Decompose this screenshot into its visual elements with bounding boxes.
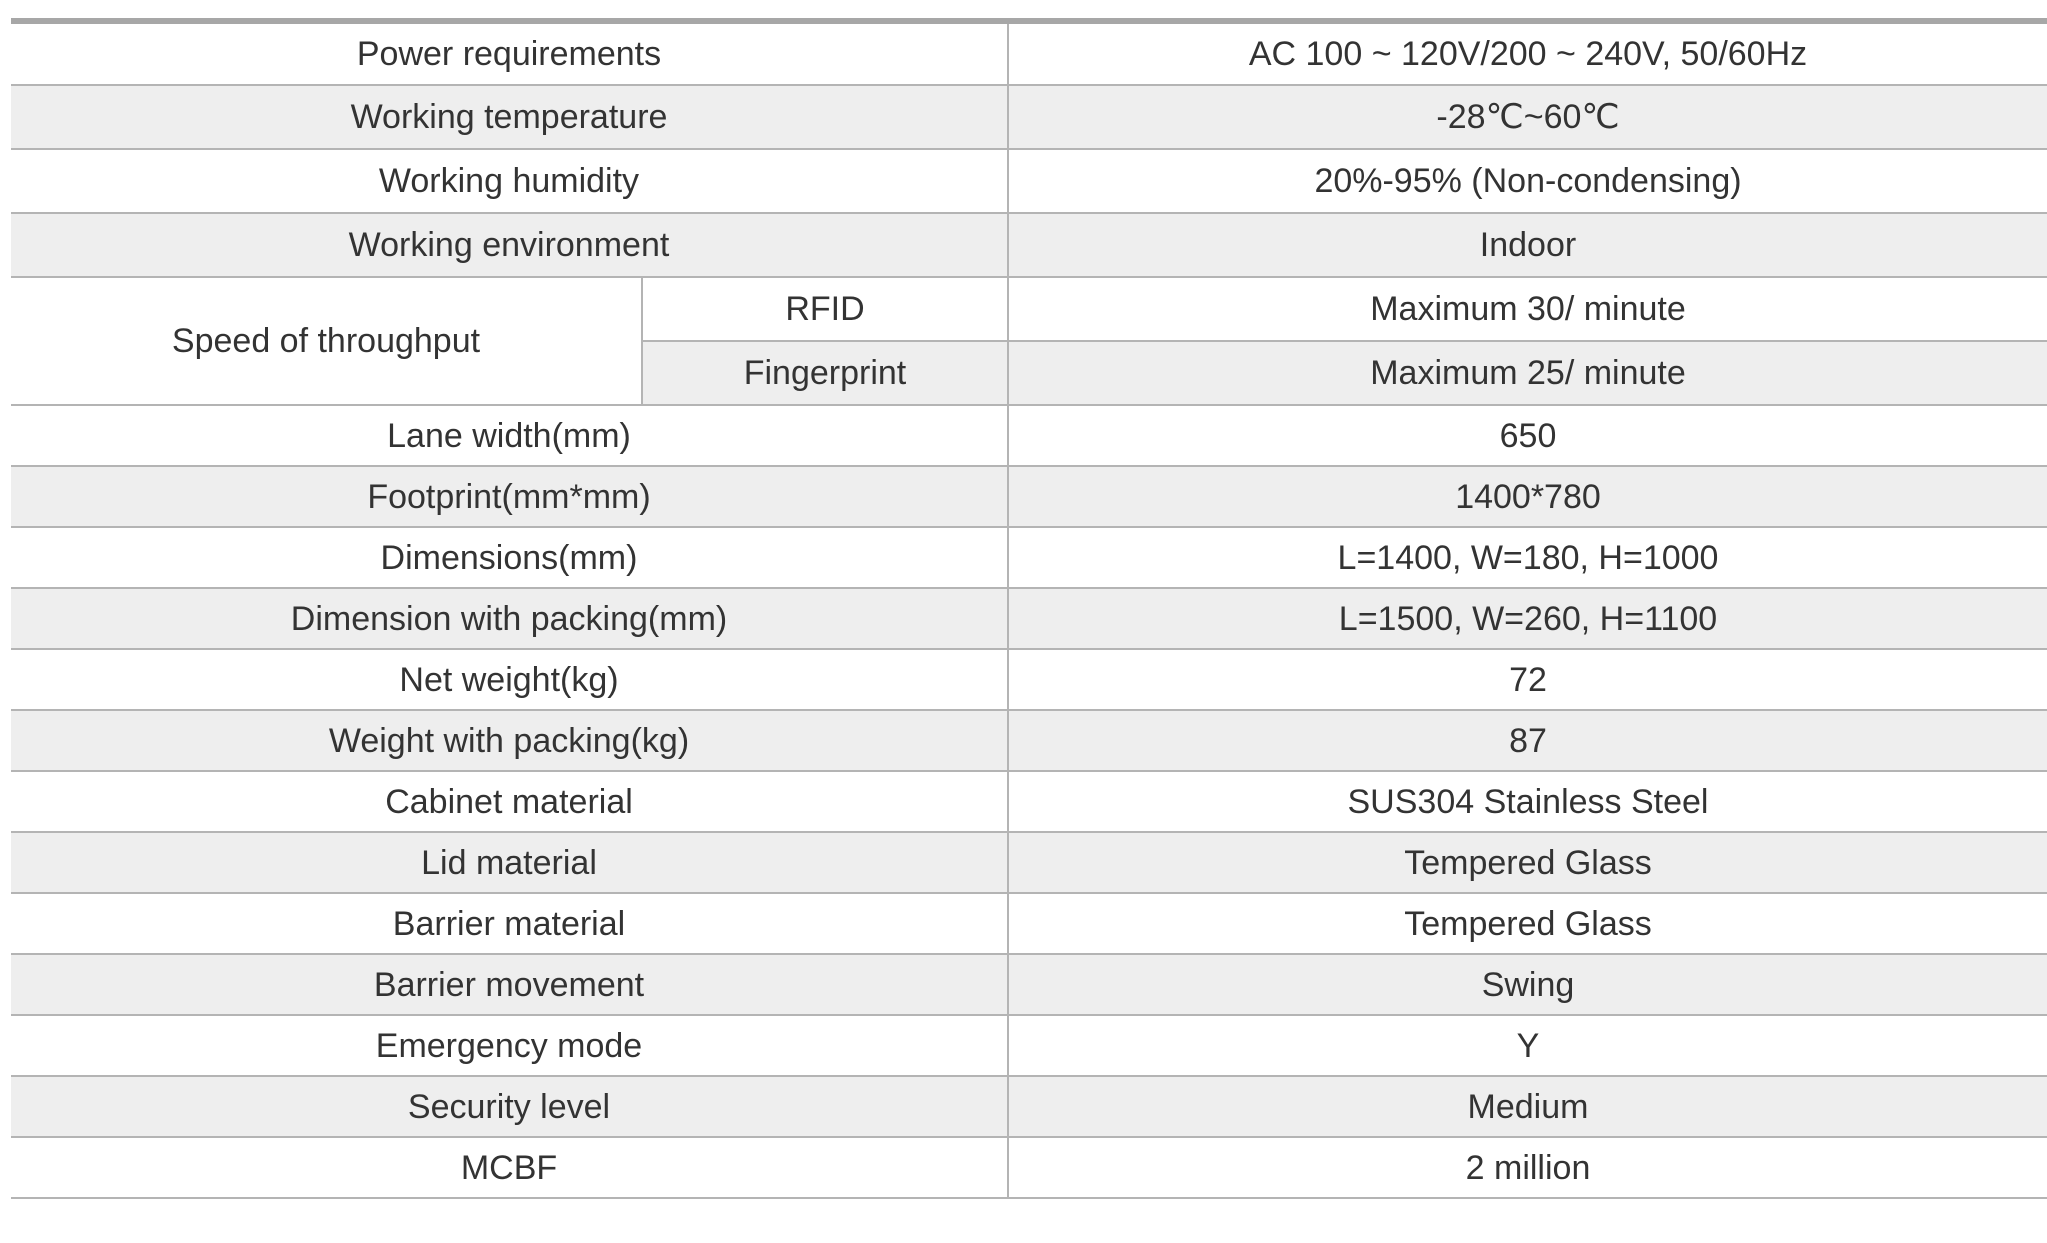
row-value: L=1500, W=260, H=1100: [1008, 588, 2047, 649]
spec-table-container: [11, 18, 2047, 1199]
row-label: Working temperature: [11, 85, 1008, 149]
table-row: [11, 649, 2047, 710]
table-row: [11, 1015, 2047, 1076]
table-row: [11, 85, 2047, 149]
row-label: Weight with packing(kg): [11, 710, 1008, 771]
row-label: Working humidity: [11, 149, 1008, 213]
row-label-throughput: Speed of throughput: [11, 277, 642, 405]
row-value: Y: [1008, 1015, 2047, 1076]
table-row: [11, 405, 2047, 466]
table-row: [11, 1137, 2047, 1198]
row-label: Lid material: [11, 832, 1008, 893]
row-value: 72: [1008, 649, 2047, 710]
table-row: [11, 954, 2047, 1015]
row-label: Dimensions(mm): [11, 527, 1008, 588]
table-row: [11, 832, 2047, 893]
row-label: Barrier movement: [11, 954, 1008, 1015]
row-label: Lane width(mm): [11, 405, 1008, 466]
row-label: MCBF: [11, 1137, 1008, 1198]
row-value: SUS304 Stainless Steel: [1008, 771, 2047, 832]
row-value: 650: [1008, 405, 2047, 466]
sub-label-rfid: RFID: [642, 277, 1008, 341]
row-label: Working environment: [11, 213, 1008, 277]
row-value: -28℃~60℃: [1008, 85, 2047, 149]
table-row: [11, 1076, 2047, 1137]
row-value: AC 100 ~ 120V/200 ~ 240V, 50/60Hz: [1008, 21, 2047, 85]
row-label: Barrier material: [11, 893, 1008, 954]
table-row: [11, 277, 2047, 341]
table-row: [11, 527, 2047, 588]
sub-label-fingerprint: Fingerprint: [642, 341, 1008, 405]
row-label: Net weight(kg): [11, 649, 1008, 710]
row-label: Security level: [11, 1076, 1008, 1137]
row-label: Emergency mode: [11, 1015, 1008, 1076]
table-row: [11, 149, 2047, 213]
row-value: Tempered Glass: [1008, 893, 2047, 954]
row-value: Maximum 30/ minute: [1008, 277, 2047, 341]
table-row: [11, 710, 2047, 771]
table-row: [11, 21, 2047, 85]
row-value: 1400*780: [1008, 466, 2047, 527]
row-label: Power requirements: [11, 21, 1008, 85]
row-value: Indoor: [1008, 213, 2047, 277]
table-row: [11, 466, 2047, 527]
row-value: Maximum 25/ minute: [1008, 341, 2047, 405]
row-value: 87: [1008, 710, 2047, 771]
table-row: [11, 213, 2047, 277]
specifications-table: [11, 18, 2047, 1199]
row-label: Dimension with packing(mm): [11, 588, 1008, 649]
table-row: [11, 893, 2047, 954]
row-value: Tempered Glass: [1008, 832, 2047, 893]
row-value: 2 million: [1008, 1137, 2047, 1198]
row-value: 20%-95% (Non-condensing): [1008, 149, 2047, 213]
row-label: Footprint(mm*mm): [11, 466, 1008, 527]
row-value: Swing: [1008, 954, 2047, 1015]
row-value: L=1400, W=180, H=1000: [1008, 527, 2047, 588]
table-row: [11, 771, 2047, 832]
table-row: [11, 588, 2047, 649]
row-value: Medium: [1008, 1076, 2047, 1137]
row-label: Cabinet material: [11, 771, 1008, 832]
